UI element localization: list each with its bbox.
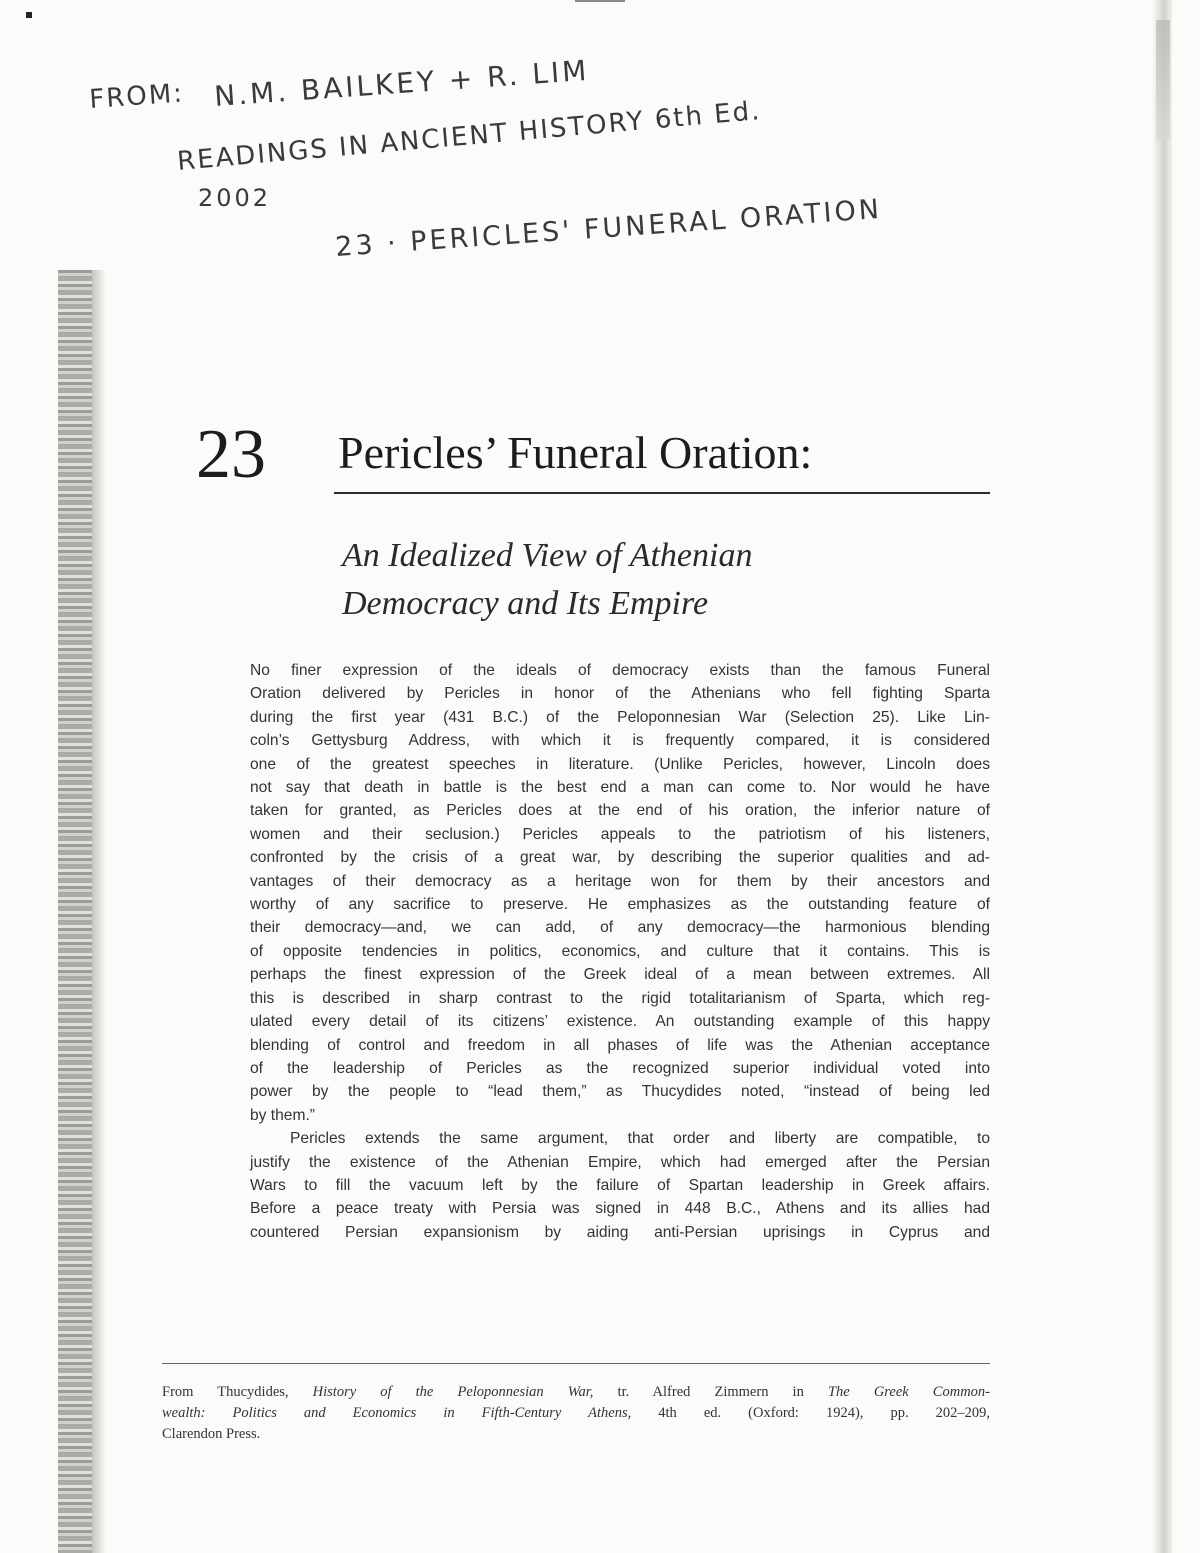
intro-paragraph-1: [250, 659, 990, 1127]
handwritten-authors: N.M. BAILKEY + R. LIM: [213, 53, 591, 113]
text-line: blending of control and freedom in all phases of life was the Athenian acceptance: [250, 1036, 990, 1054]
scan-binding-shadow-left: [58, 270, 92, 1553]
footnote-book-title: The Greek Common-: [827, 1384, 990, 1400]
footnote-book-title-cont: wealth: Politics and Economics in Fifth-Century Athens,: [162, 1405, 632, 1421]
chapter-subtitle: [342, 532, 982, 628]
text-line: of opposite tendencies in politics, economics, and culture that it contains. This is: [250, 942, 990, 960]
text-line: coln’s Gettysburg Address, with which it is frequently compared, it is considered: [250, 732, 990, 750]
footnote-rule: [162, 1363, 990, 1364]
footnote-work-title: History of the Peloponnesian War,: [312, 1384, 594, 1400]
text-line: worthy of any sacrifice to preserve. He emphasizes as the outstanding feature of: [250, 896, 990, 914]
text-line: No finer expression of the ideals of democracy exists than the famous Funeral: [250, 662, 990, 679]
text-line: during the first year (431 B.C.) of the Peloponnesian War (Selection 25). Like Lin-: [250, 708, 990, 726]
handwritten-from-label: FROM:: [88, 78, 185, 115]
footnote-translator: tr. Alfred Zimmern in: [593, 1384, 828, 1400]
footnote-prefix: From Thucydides,: [162, 1384, 313, 1400]
handwritten-chapter-label: 23 · PERICLES' FUNERAL ORATION: [334, 193, 883, 263]
footnote-publisher: Clarendon Press.: [162, 1426, 261, 1442]
text-line: justify the existence of the Athenian Empire, which had emerged after the Persian: [250, 1153, 990, 1171]
scan-binding-fade: [92, 270, 106, 1553]
footnote-line: [162, 1382, 990, 1403]
text-line: by them.”: [250, 1106, 315, 1124]
chapter-title: Pericles’ Funeral Oration:: [338, 427, 813, 478]
text-line: one of the greatest speeches in literature. (Unlike Pericles, however, Lincoln does: [250, 755, 990, 773]
handwritten-note: [0, 0, 1200, 280]
text-line: countered Persian expansionism by aiding anti-Persian uprisings in Cyprus and: [250, 1223, 990, 1241]
chapter-number: 23: [196, 416, 266, 493]
intro-text: [250, 659, 990, 1244]
text-line: perhaps the finest expression of the Greek ideal of a mean between extremes. All: [250, 966, 990, 984]
text-line: vantages of their democracy as a heritage won for them by their ancestors and: [250, 872, 990, 890]
footnote-line: [162, 1403, 990, 1424]
text-line: Before a peace treaty with Persia was signed in 448 B.C., Athens and its allies had: [250, 1200, 990, 1218]
intro-paragraph-2: [250, 1127, 990, 1244]
text-line: taken for granted, as Pericles does at the end of his oration, the inferior nature of: [250, 802, 990, 820]
text-line: not say that death in battle is the best end a man can come to. Nor would he have: [250, 779, 990, 797]
handwritten-book-title: READINGS IN ANCIENT HISTORY 6th Ed.: [175, 96, 763, 177]
text-line: power by the people to “lead them,” as Thucydides noted, “instead of being led: [250, 1083, 990, 1101]
text-line: of the leadership of Pericles as the recognized superior individual voted into: [250, 1059, 990, 1077]
text-line: confronted by the crisis of a great war, by describing the superior qualities and ad-: [250, 849, 990, 867]
subtitle-line: An Idealized View of Athenian: [342, 537, 753, 574]
footnote-edition: 4th ed. (Oxford: 1924), pp. 202–209,: [631, 1405, 990, 1421]
source-footnote: [162, 1382, 990, 1445]
text-line: women and their seclusion.) Pericles appeals to the patriotism of his listeners,: [250, 825, 990, 843]
text-line: this is described in sharp contrast to the rigid totalitarianism of Sparta, which reg-: [250, 989, 990, 1007]
handwritten-year: 2002: [198, 184, 272, 212]
text-line: Pericles extends the same argument, that order and liberty are compatible, to: [290, 1130, 990, 1148]
text-line: Oration delivered by Pericles in honor of the Athenians who fell fighting Sparta: [250, 685, 990, 703]
text-line: ulated every detail of its citizens’ existence. An outstanding example of this happy: [250, 1013, 990, 1031]
text-line: Wars to fill the vacuum left by the failure of Spartan leadership in Greek affairs.: [250, 1176, 990, 1194]
subtitle-line: Democracy and Its Empire: [342, 585, 709, 622]
text-line: their democracy—and, we can add, of any democracy—the harmonious blending: [250, 919, 990, 937]
title-rule: [334, 492, 990, 494]
